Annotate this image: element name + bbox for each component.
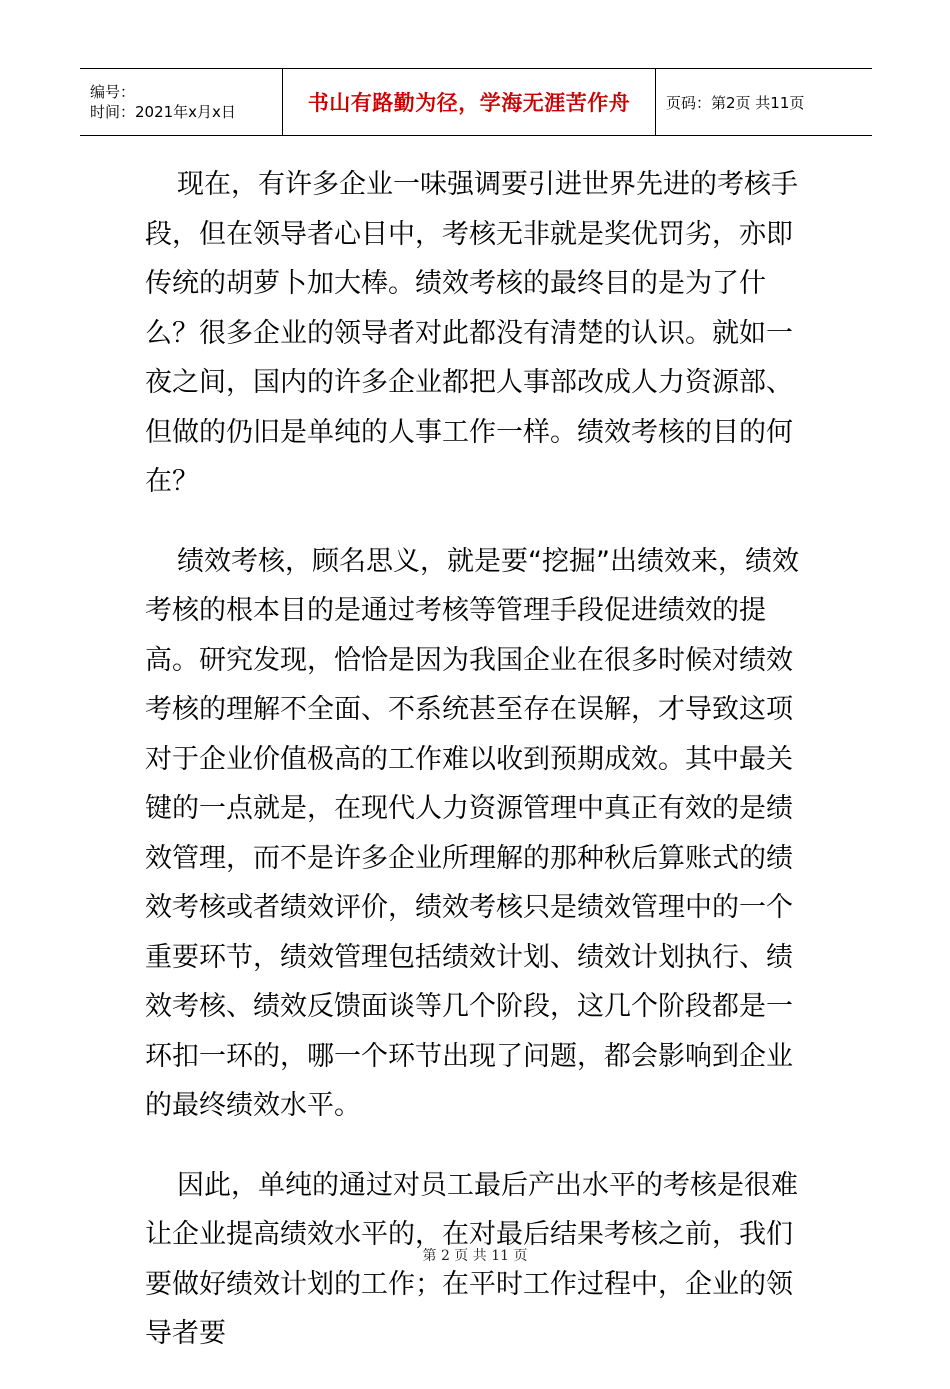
page-footer: 第 2 页 共 11 页 — [422, 1248, 528, 1264]
header-motto-cell — [283, 69, 656, 136]
header-page-cell — [656, 69, 873, 136]
body-paragraph-2: 绩效考核，顾名思义，就是要“挖掘”出绩效来，绩效考核的根本目的是通过考核等管理手段促进绩效的提高。研究发现，恰恰是因为我国企业在很多时候对绩效考核的理解不全面、不系统甚至存在误解，才导致这项对于企业价值极高的工作难以收到预期成效。其中最关键的一点就是，在现代人力资源管理中真正有效的是绩效管理，而不是许多企业所理解的那种秋后算账式的绩效考核或者绩效评价，绩效考核只是绩效管理中的一个重要环节，绩效管理包括绩效计划、绩效计划执行、绩效考核、绩效反馈面谈等几个阶段，这几个阶段都是一环扣一环的，哪一个环节出现了问题，都会影响到企业的最终绩效水平。 — [145, 545, 799, 1121]
header-motto: 书山有路勤为径，学海无涯苦作舟 — [307, 91, 631, 115]
document-date-label: 时间：2021年x月x日 — [90, 103, 236, 121]
header-page-info: 页码：第2页 共11页 — [666, 93, 805, 112]
body-paragraph-1: 现在，有许多企业一味强调要引进世界先进的考核手段，但在领导者心目中，考核无非就是奖优罚劣，亦即传统的胡萝卜加大棒。绩效考核的最终目的是为了什么？很多企业的领导者对此都没有清楚的认识。就如一夜之间，国内的许多企业都把人事部改成人力资源部、但做的仍旧是单纯的人事工作一样。绩效考核的目的何在？ — [145, 169, 798, 497]
document-code-label: 编号： — [90, 83, 136, 101]
document-body — [145, 160, 800, 1389]
body-paragraph-3: 因此，单纯的通过对员工最后产出水平的考核是很难让企业提高绩效水平的，在对最后结果考核之前，我们要做好绩效计划的工作；在平时工作过程中，企业的领导者要 — [145, 1169, 798, 1349]
header-meta-cell — [80, 69, 283, 136]
document-header — [80, 68, 872, 136]
